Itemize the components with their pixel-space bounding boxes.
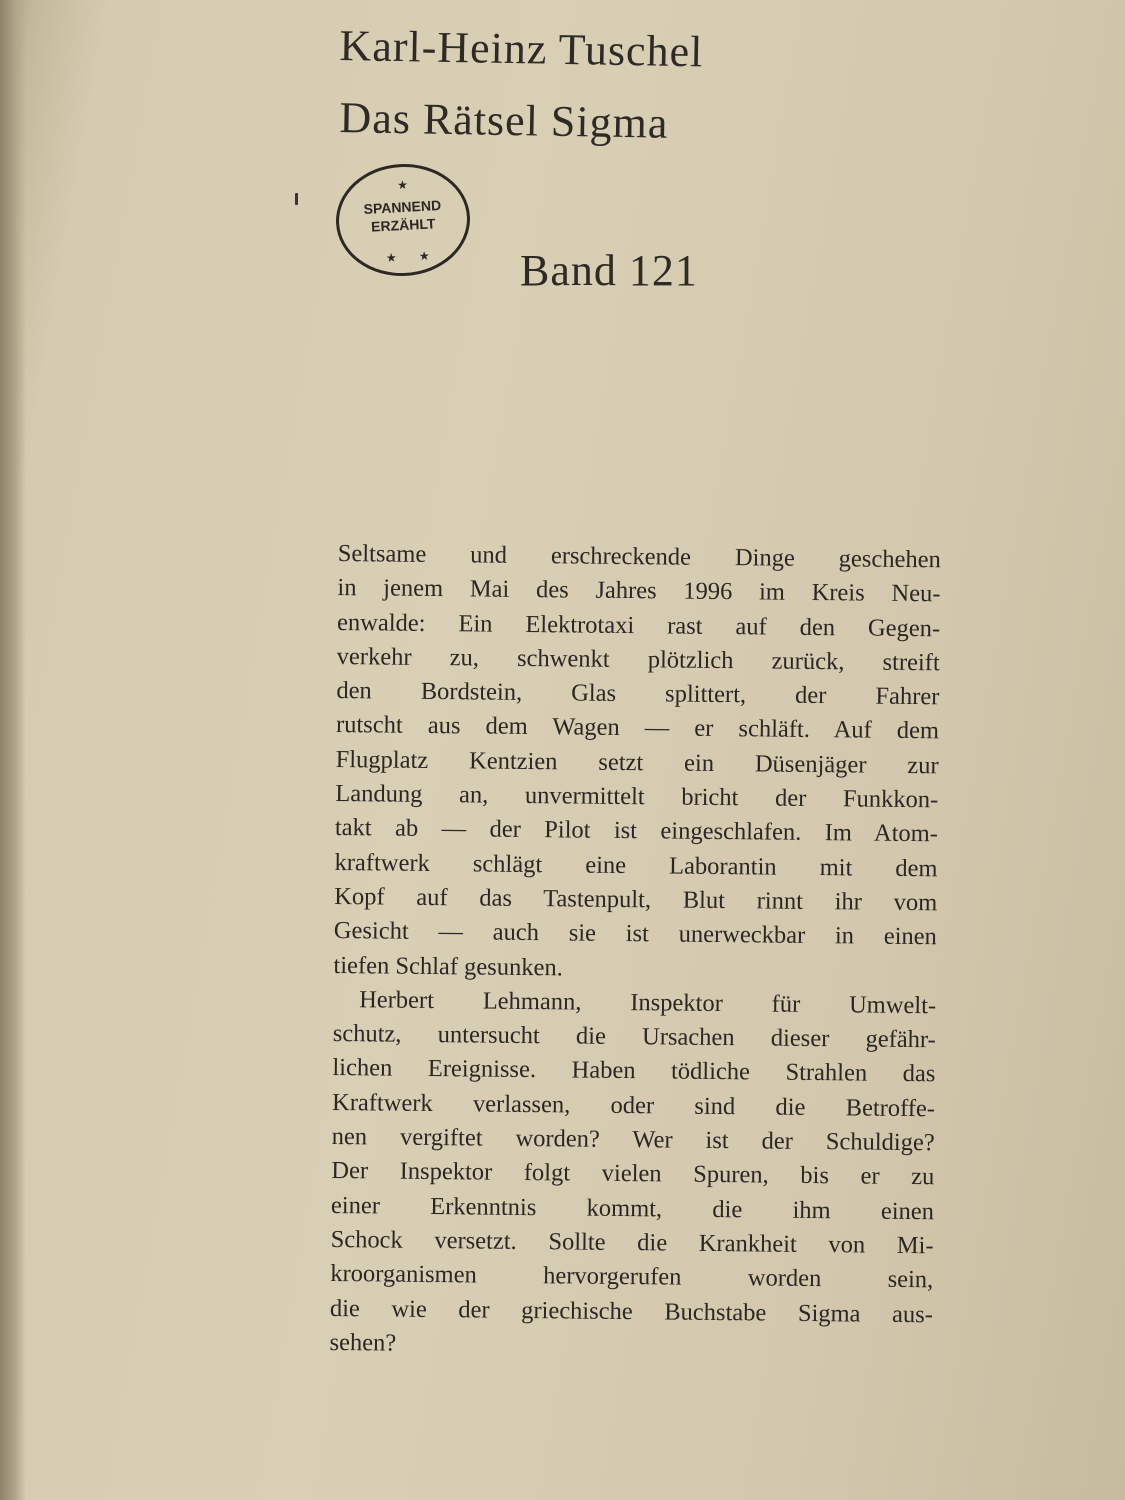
volume-number: Band 121 xyxy=(520,246,698,295)
stamp-text-line-2: ERZÄHLT xyxy=(370,215,436,235)
page-gutter-shadow xyxy=(0,0,26,1500)
stamp-star-icon: ★ xyxy=(418,248,431,264)
text-line: Flugplatz Kentzien setzt ein Düsenjäger zur xyxy=(335,745,939,780)
blurb-text xyxy=(329,537,941,1366)
margin-mark xyxy=(295,193,298,205)
text-line: Der Inspektor folgt vielen Spuren, bis er zu xyxy=(331,1157,935,1191)
text-line: einer Erkenntnis kommt, die ihm einen xyxy=(330,1191,935,1225)
text-line: Schock versetzt. Sollte die Krankheit von Mi- xyxy=(330,1225,934,1260)
author-name: Karl-Heinz Tuschel xyxy=(339,20,704,77)
text-line: Seltsame und erschreckende Dinge geschehen xyxy=(337,539,941,574)
text-line: Kopf auf das Tastenpult, Blut rinnt ihr vom xyxy=(334,882,938,917)
text-line: kroorganismen hervorgerufen worden sein, xyxy=(330,1260,934,1294)
text-line: schutz, untersucht die Ursachen dieser gefähr- xyxy=(332,1020,936,1054)
text-line: sehen? xyxy=(329,1328,397,1357)
text-line: in jenem Mai des Jahres 1996 im Kreis Neu- xyxy=(337,574,941,608)
text-line: Herbert Lehmann, Inspektor für Umwelt- xyxy=(359,986,937,1020)
text-line: enwalde: Ein Elektrotaxi rast auf den Gegen- xyxy=(336,608,941,642)
stamp-star-icon: ★ xyxy=(385,250,398,265)
text-line: Gesicht — auch sie ist unerweckbar in einen xyxy=(333,917,937,951)
stamp-star-icon: ★ xyxy=(396,177,409,193)
text-line: nen vergiftet worden? Wer ist der Schuldige? xyxy=(331,1123,935,1157)
text-line: die wie der griechische Buchstabe Sigma aus- xyxy=(329,1294,934,1328)
text-line: Kraftwerk verlassen, oder sind die Betroffe- xyxy=(331,1088,936,1123)
text-line: Landung an, unvermittelt bricht der Funkkon- xyxy=(335,780,939,814)
spannend-erzaehlt-stamp xyxy=(333,161,473,280)
text-line: verkehr zu, schwenkt plötzlich zurück, streift xyxy=(336,642,940,677)
book-title: Das Rätsel Sigma xyxy=(339,92,669,148)
blurb-paragraph-2 xyxy=(329,983,936,1367)
text-line: kraftwerk schlägt eine Laborantin mit dem xyxy=(334,848,938,882)
stamp-text-line-1: SPANNEND xyxy=(363,196,442,218)
text-line: lichen Ereignisse. Haben tödliche Strahlen das xyxy=(332,1054,936,1088)
text-line: rutscht aus dem Wagen — er schläft. Auf dem xyxy=(335,711,940,745)
blurb-paragraph-1 xyxy=(333,537,941,989)
text-line: takt ab — der Pilot ist eingeschlafen. Im Atom- xyxy=(334,814,939,848)
text-line: den Bordstein, Glas splittert, der Fahrer xyxy=(336,677,940,711)
text-line: tiefen Schlaf gesunken. xyxy=(333,951,563,981)
